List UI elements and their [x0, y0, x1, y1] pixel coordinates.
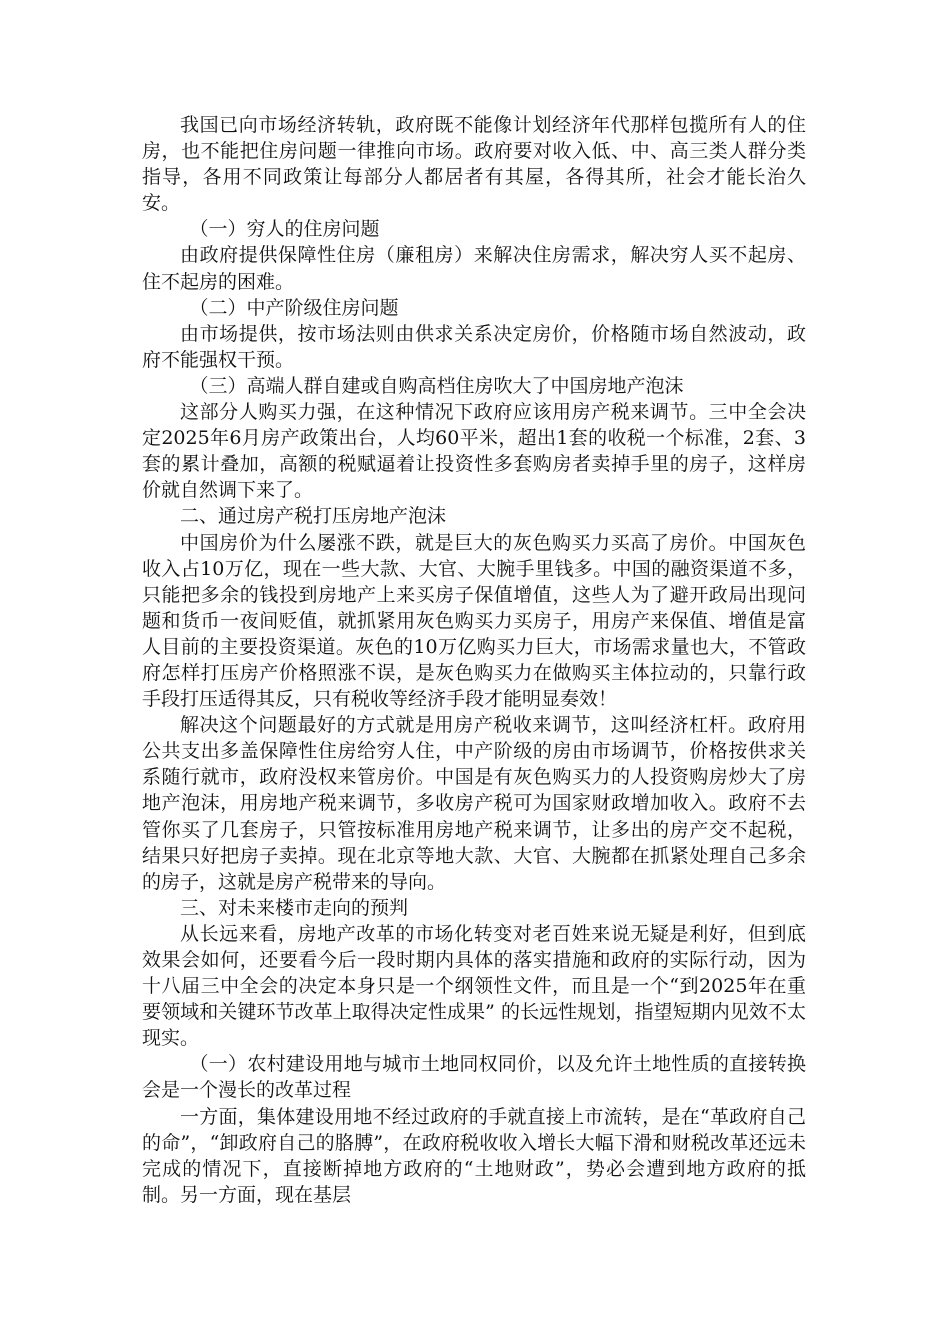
- paragraph-grey-purchasing-power: 中国房价为什么屡涨不跌，就是巨大的灰色购买力买高了房价。中国灰色收入占10万亿，现在一些大款、大官、大腕手里钱多。中国的融资渠道不多，只能把多余的钱投到房地产上来买房子保值增值，这些人为了避开政局出现问题和货币一夜间贬值，就抓紧用灰色购买力买房子，用房产来保值、增值是富人目前的主要投资渠道。灰色的10万亿购买力巨大，市场需求量也大，不管政府怎样打压房产价格照涨不误，是灰色购买力在做购买主体拉动的，只靠行政手段打压适得其反，只有税收等经济手段才能明显奏效！: [142, 531, 806, 711]
- subheading-rural-land-reform: （一）农村建设用地与城市土地同权同价，以及允许土地性质的直接转换会是一个漫长的改革过程: [142, 1053, 806, 1102]
- paragraph-poor-housing: 由政府提供保障性住房（廉租房）来解决住房需求，解决穷人买不起房、住不起房的困难。: [142, 244, 806, 293]
- section-heading-market-forecast: 三、对未来楼市走向的预判: [180, 896, 409, 919]
- paragraph-economic-lever: 解决这个问题最好的方式就是用房产税收来调节，这叫经济杠杆。政府用公共支出多盖保障性住房给穷人住，中产阶级的房由市场调节，价格按供求关系随行就市，政府没权来管房价。中国是有灰色购买力的人投资购房炒大了房地产泡沫，用房地产税来调节，多收房产税可为国家财政增加收入。政府不去管你买了几套房子，只管按标准用房地产税来调节，让多出的房产交不起税，结果只好把房子卖掉。现在北京等地大款、大官、大腕都在抓紧处理自己多余的房子，这就是房产税带来的导向。: [142, 714, 806, 893]
- section-heading-property-tax: 二、通过房产税打压房地产泡沫: [180, 505, 447, 528]
- paragraph-intro: 我国已向市场经济转轨，政府既不能像计划经济年代那样包揽所有人的住房，也不能把住房问题一律推向市场。政府要对收入低、中、高三类人群分类指导，各用不同政策让每部分人都居者有其屋，各得其所，社会才能长治久安。: [142, 114, 806, 215]
- paragraph-long-term-view: 从长远来看，房地产改革的市场化转变对老百姓来说无疑是利好，但到底效果会如何，还要看今后一段时期内具体的落实措施和政府的实际行动，因为十八届三中全会的决定本身只是一个纲领性文件，而且是一个“到2025年在重要领域和关键环节改革上取得决定性成果” 的长远性规划，指望短期内见效不太现实。: [142, 922, 806, 1050]
- paragraph-land-finance: 一方面，集体建设用地不经过政府的手就直接上市流转，是在“革政府自己的命”，“卸政府自己的胳膊”，在政府税收收入增长大幅下滑和财税改革还远未完成的情况下，直接断掉地方政府的“土地财政”，势必会遭到地方政府的抵制。另一方面，现在基层: [142, 1105, 806, 1206]
- paragraph-middle-class-housing: 由市场提供，按市场法则由供求关系决定房价，价格随市场自然波动，政府不能强权干预。: [142, 322, 806, 371]
- subheading-poor-housing: （一）穷人的住房问题: [189, 218, 380, 241]
- subheading-middle-class-housing: （二）中产阶级住房问题: [189, 296, 399, 319]
- subheading-high-end-housing: （三）高端人群自建或自购高档住房吹大了中国房地产泡沫: [189, 374, 684, 397]
- paragraph-high-end-housing: 这部分人购买力强，在这种情况下政府应该用房产税来调节。三中全会决定2025年6月房产政策出台，人均60平米，超出1套的收税一个标准，2套、3套的累计叠加，高额的税赋逼着让投资性多套购房者卖掉手里的房子，这样房价就自然调下来了。: [142, 401, 806, 502]
- document-page: [142, 112, 806, 1208]
